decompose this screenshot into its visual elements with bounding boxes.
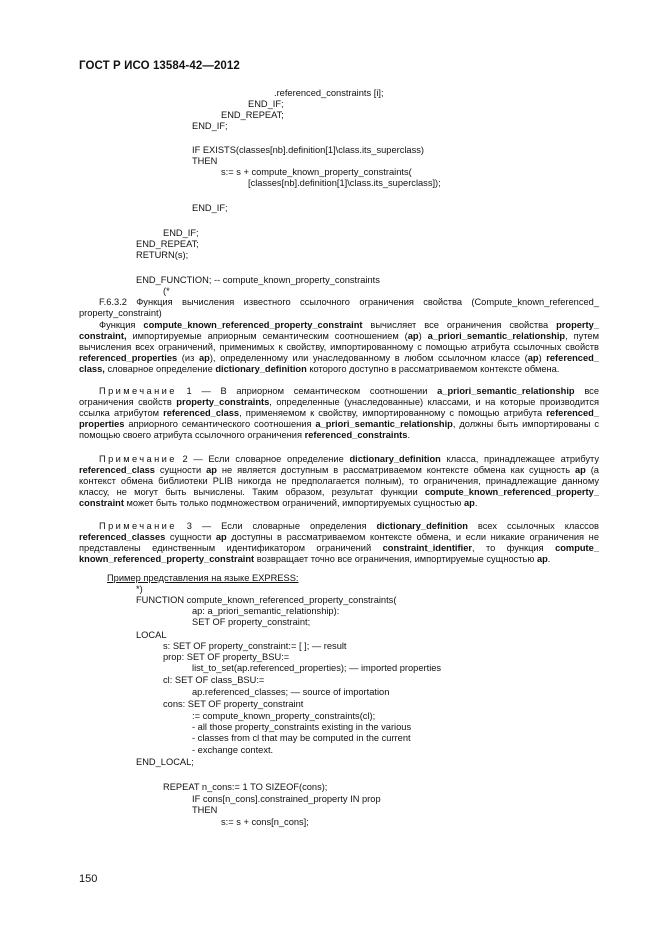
bold-term: ap <box>206 465 217 476</box>
note-1 <box>79 386 599 441</box>
code-line: s:= s + compute_known_property_constraints( <box>221 167 412 177</box>
code-line: END_IF; <box>192 121 228 131</box>
text-run: вычисляет все ограничения свойства <box>362 320 557 330</box>
note-label: Примечание <box>99 454 177 464</box>
code-line: END_REPEAT; <box>221 110 284 120</box>
code-line: s: SET OF property_constraint:= [ ]; — result <box>163 641 347 651</box>
bold-term: dictionary_definition <box>349 454 441 464</box>
code-line: prop: SET OF property_BSU:= <box>163 652 290 662</box>
code-line: cl: SET OF class_BSU:= <box>163 675 265 685</box>
bold-term: ap <box>527 353 539 364</box>
note-label: Примечание <box>99 386 177 396</box>
code-line: SET OF property_constraint; <box>192 617 311 627</box>
bold-term: ap <box>198 353 210 364</box>
text-run: сущности <box>165 532 216 543</box>
code-line: ap.referenced_classes; — source of importation <box>192 687 390 697</box>
text-run: 3 — Если словарные определения <box>176 521 377 531</box>
bold-term: ap <box>574 465 586 476</box>
text-run: доступны в рассматриваемом контексте обмена, и если никакие ограничения не представлены единственным идентификатором ограничений <box>79 532 599 554</box>
code-line: LOCAL <box>136 630 167 640</box>
bold-term: referenced_class <box>163 408 240 419</box>
text-run: словарное определение <box>104 364 216 375</box>
bold-term: referenced_class <box>79 465 155 476</box>
text-run: которого доступно в рассматриваемом контексте обмена. <box>306 364 560 375</box>
text-run: ), определенному или унаследованному в любом ссылочном классе ( <box>209 353 528 364</box>
code-line: - exchange context. <box>192 745 274 755</box>
text-run: . <box>547 554 551 565</box>
text-run: , применяемом к свойству, импортированному с помощью атрибута <box>239 408 547 419</box>
bold-term: property_ constraint, <box>79 320 599 342</box>
text-run: может быть только подмножеством ограничений, импортируемых сущностью <box>123 498 464 509</box>
text-run: (а контекст обмена библиотеки PLIB никогда не предполагается полным), то ограничения, принадлежащие данному классу, не могут быть вычислены. Таким образом, результат функции <box>79 465 599 498</box>
text-run: сущности <box>154 465 207 476</box>
text-run: класса, принадлежащее атрибуту <box>440 454 599 464</box>
code-line: END_IF; <box>163 228 199 238</box>
code-line: END_IF; <box>248 99 284 109</box>
bold-term: ap <box>215 532 227 543</box>
code-line: END_LOCAL; <box>136 757 194 767</box>
bold-term: property_constraints <box>176 397 270 408</box>
example-label: Пример представления на языке EXPRESS: <box>107 573 299 583</box>
text-run: ) <box>418 331 428 342</box>
code-line: (* <box>163 286 170 296</box>
bold-term: compute_known_referenced_property_ constraint <box>79 487 599 509</box>
code-line: .referenced_constraints [i]; <box>274 88 384 98</box>
bold-term: referenced_ properties <box>79 408 599 430</box>
bold-term: compute_known_referenced_property_constraint <box>143 320 363 330</box>
code-line: END_REPEAT; <box>136 239 199 249</box>
code-line: s:= s + cons[n_cons]; <box>221 817 309 827</box>
note-label: Примечание <box>99 521 177 531</box>
code-line: cons: SET OF property_constraint <box>163 699 304 709</box>
text-run: априорного семантического соотношения <box>124 419 316 430</box>
code-line: - classes from cl that may be computed in the current <box>192 733 411 743</box>
text-run: 2 — Если словарное определение <box>176 454 350 464</box>
text-run: , должны быть импортированы с помощью своего атрибута ссылочного ограничения <box>79 419 599 441</box>
code-line: [classes[nb].definition[1]\class.its_superclass]); <box>248 178 441 188</box>
paragraph <box>79 320 599 375</box>
bold-term: ap <box>464 498 475 509</box>
text-run: всех ссылочных классов <box>467 521 599 531</box>
text-run: , то функция <box>471 543 556 554</box>
text-run: (из <box>177 353 199 364</box>
bold-term: constraint_identifier <box>382 543 472 554</box>
document-header: ГОСТ Р ИСО 13584-42—2012 <box>79 60 240 72</box>
code-line: := compute_known_property_constraints(cl); <box>192 711 376 721</box>
code-line: *) <box>136 584 143 594</box>
bold-term: referenced_ class, <box>79 353 599 375</box>
bold-term: compute_ known_referenced_property_constraint <box>79 543 599 565</box>
code-line: END_IF; <box>192 203 228 213</box>
note-2 <box>79 454 599 509</box>
code-line: THEN <box>192 156 218 166</box>
text-run: 1 — В априорном семантическом соотношении <box>176 386 438 396</box>
text-run: все ограничения свойств <box>79 386 599 408</box>
bold-term: dictionary_definition <box>215 364 307 375</box>
code-line: THEN <box>192 805 218 815</box>
code-line: list_to_set(ap.referenced_properties); — imported properties <box>192 663 442 673</box>
bold-term: dictionary_definition <box>376 521 468 531</box>
code-line: REPEAT n_cons:= 1 TO SIZEOF(cons); <box>163 782 328 792</box>
bold-term: a_priori_semantic_relationship <box>437 386 575 396</box>
text-run: . <box>407 430 411 441</box>
code-line: - all those property_constraints existing in the various <box>192 722 412 732</box>
bold-term: ap <box>536 554 548 565</box>
text-run: , определенные (унаследованные) классами, и на которые производится ссылка атрибутом <box>79 397 599 419</box>
code-line: END_FUNCTION; -- compute_known_property_constraints <box>136 275 380 285</box>
code-line: ap: a_priori_semantic_relationship): <box>192 606 340 616</box>
bold-term: a_priori_semantic_relationship <box>427 331 566 342</box>
note-3 <box>79 521 599 565</box>
bold-term: referenced_classes <box>79 532 166 543</box>
text-run: ) <box>538 353 547 364</box>
text-run: импортируемые априорным семантическим соотношением ( <box>126 331 408 342</box>
code-line: FUNCTION compute_known_referenced_property_constraints( <box>136 595 397 605</box>
text-run: не является доступным в рассматриваемом контексте обмена как сущность <box>216 465 575 476</box>
page-number: 150 <box>79 873 98 885</box>
code-line: IF cons[n_cons].constrained_property IN prop <box>192 794 381 804</box>
text-run: Функция <box>99 320 144 330</box>
bold-term: referenced_properties <box>79 353 178 364</box>
bold-term: a_priori_semantic_relationship <box>315 419 453 430</box>
code-line: RETURN(s); <box>136 250 189 260</box>
text-run: . <box>474 498 478 509</box>
bold-term: ap <box>407 331 419 342</box>
section-heading: F.6.3.2 Функция вычисления известного ссылочного ограничения свойства (Compute_known_referenced_ property_constraint) <box>79 297 599 319</box>
text-run: возвращает точно все ограничения, импортируемые сущностью <box>254 554 537 565</box>
text-run: , путем вычисления всех ограничений, применимых к свойству, импортированному с помощью атрибута ссылочных свойств <box>79 331 599 353</box>
bold-term: referenced_constraints <box>304 430 408 441</box>
code-line: IF EXISTS(classes[nb].definition[1]\class.its_superclass) <box>192 145 424 155</box>
